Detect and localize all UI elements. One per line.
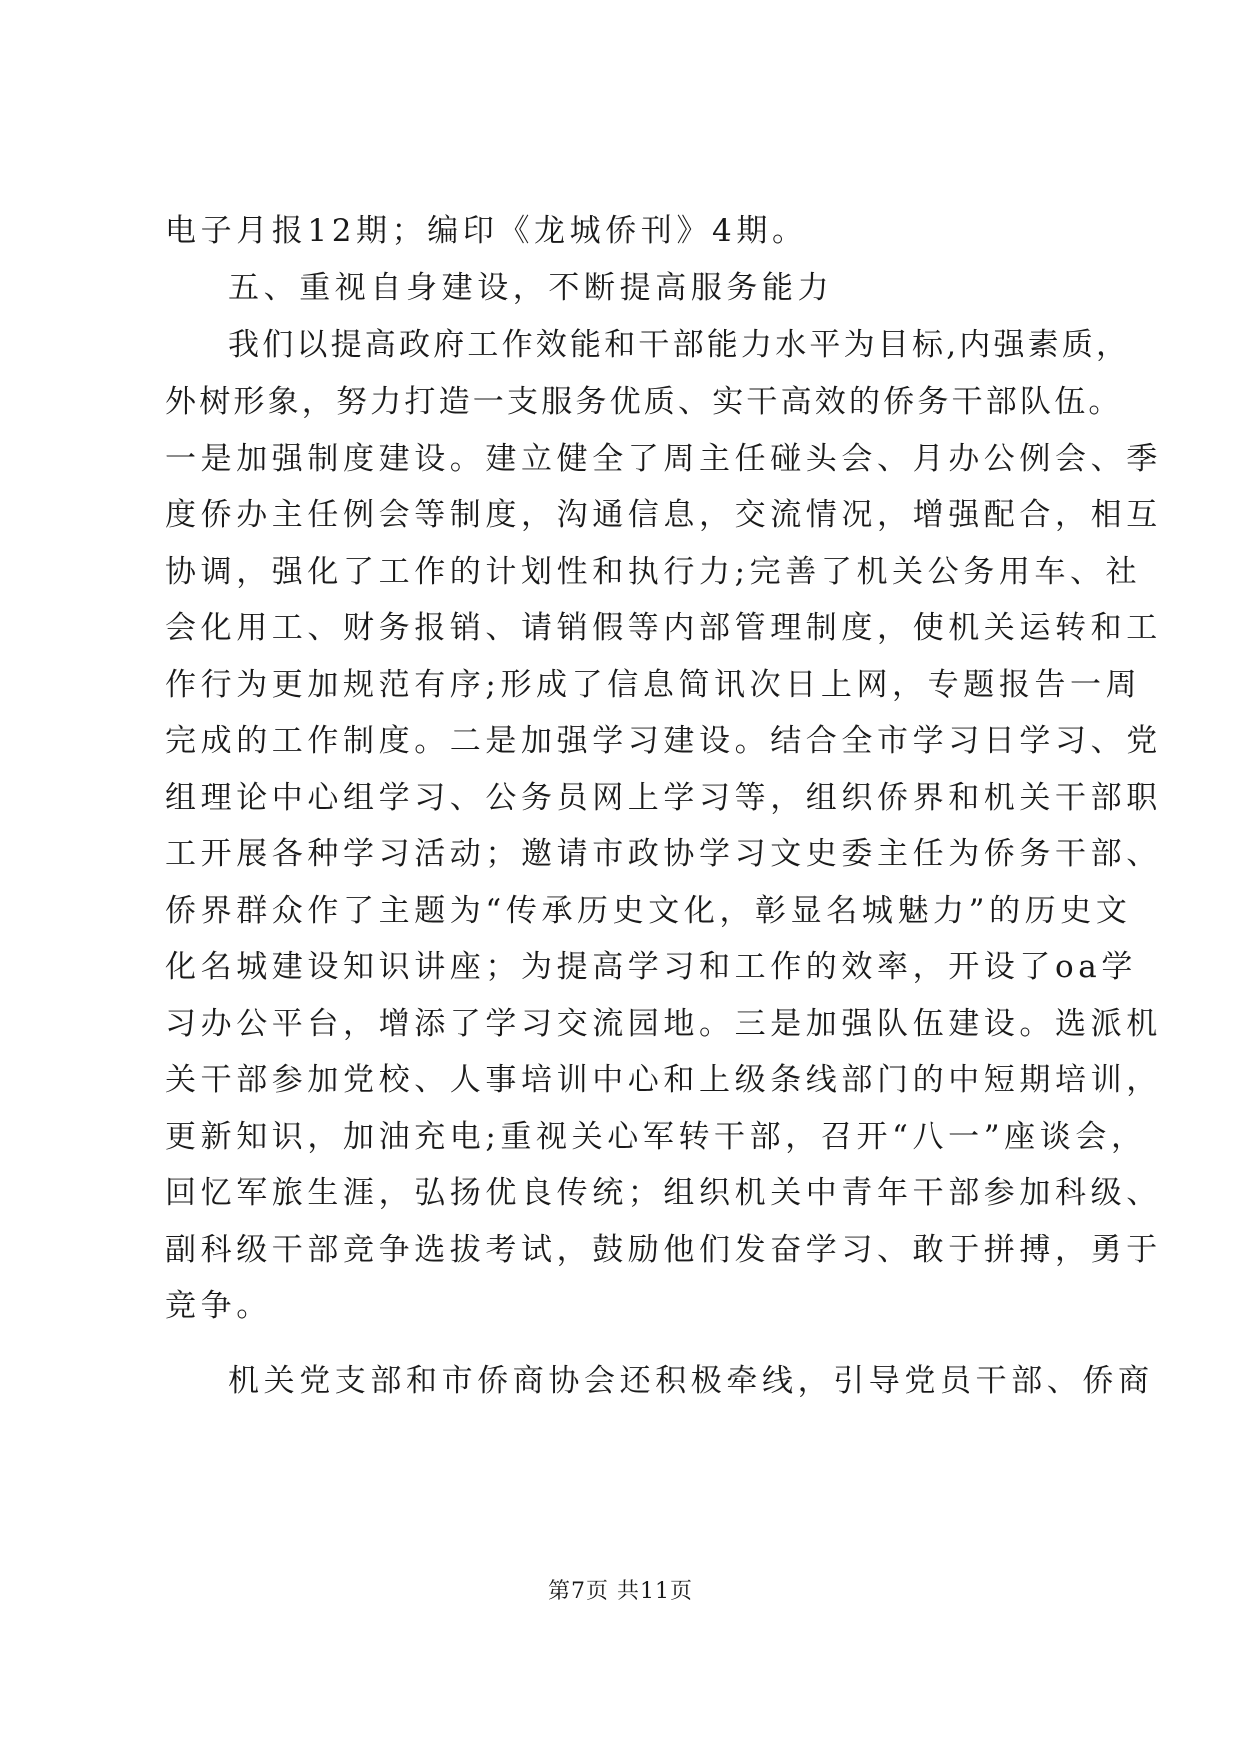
text-line: 我们以提高政府工作效能和干部能力水平为目标,内强素质，: [228, 327, 1131, 363]
text-line: 关干部参加党校、人事培训中心和上级条线部门的中短期培训，: [165, 1062, 1162, 1098]
text-line: 组理论中心组学习、公务员网上学习等，组织侨界和机关干部职: [165, 780, 1162, 816]
text-line: 完成的工作制度。二是加强学习建设。结合全市学习日学习、党: [165, 723, 1162, 759]
text-line: 电子月报12期；编印《龙城侨刊》4期。: [165, 213, 808, 249]
text-line: 副科级干部竞争选拔考试，鼓励他们发奋学习、敢于拼搏，勇于: [165, 1232, 1162, 1268]
text-line: 外树形象，努力打造一支服务优质、实干高效的侨务干部队伍。: [165, 384, 1123, 420]
text-line: 习办公平台，增添了学习交流园地。三是加强队伍建设。选派机: [165, 1006, 1162, 1042]
text-line: 机关党支部和市侨商协会还积极牵线，引导党员干部、侨商: [228, 1363, 1154, 1399]
section-heading: 五、重视自身建设，不断提高服务能力: [228, 270, 834, 306]
text-line: 协调，强化了工作的计划性和执行力;完善了机关公务用车、社: [165, 554, 1142, 590]
text-line: 会化用工、财务报销、请销假等内部管理制度，使机关运转和工: [165, 610, 1162, 646]
page-footer: 第7页 共11页: [548, 1579, 693, 1604]
text-line: 化名城建设知识讲座；为提高学习和工作的效率，开设了oa学: [165, 949, 1137, 985]
text-line: 竞争。: [165, 1288, 272, 1324]
text-line: 一是加强制度建设。建立健全了周主任碰头会、月办公例会、季: [165, 441, 1162, 477]
text-line: 回忆军旅生涯，弘扬优良传统；组织机关中青年干部参加科级、: [165, 1175, 1162, 1211]
text-line: 更新知识，加油充电;重视关心军转干部，召开“八一”座谈会，: [165, 1119, 1147, 1155]
text-line: 度侨办主任例会等制度，沟通信息，交流情况，增强配合，相互: [165, 497, 1162, 533]
text-line: 作行为更加规范有序;形成了信息简讯次日上网，专题报告一周: [165, 667, 1142, 703]
text-line: 侨界群众作了主题为“传承历史文化，彰显名城魅力”的历史文: [165, 893, 1132, 929]
text-line: 工开展各种学习活动；邀请市政协学习文史委主任为侨务干部、: [165, 836, 1162, 872]
